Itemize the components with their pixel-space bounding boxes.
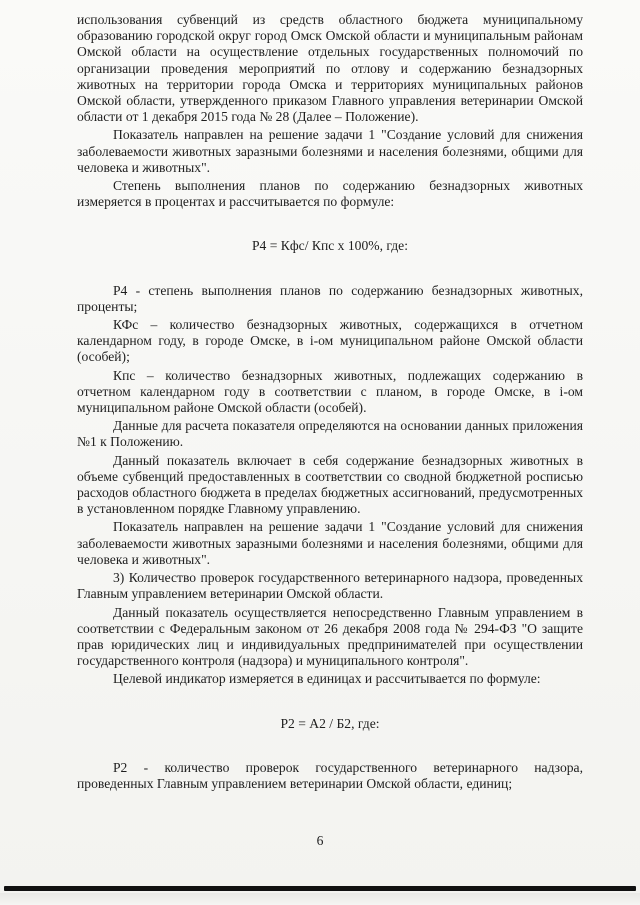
paragraph: Кпс – количество безнадзорных животных, подлежащих содержанию в отчетном календарном году в соответствии с планом, в городе Омске, в i-ом муниципальном районе Омской области (особей). <box>77 367 583 416</box>
paragraph: Показатель направлен на решение задачи 1 "Создание условий для снижения заболеваемости животных заразными болезнями и населения болезнями, общими для человека и животных". <box>77 519 583 567</box>
paragraph: Показатель направлен на решение задачи 1 "Создание условий для снижения заболеваемости животных заразными болезнями и населения болезнями, общими для человека и животных". <box>77 127 583 175</box>
paragraph: 3) Количество проверок государственного ветеринарного надзора, проведенных Главным управлением ветеринарии Омской области. <box>77 570 583 602</box>
paragraph: КФс – количество безнадзорных животных, содержащихся в отчетном календарном году, в городе Омске, в i-ом муниципальном районе Омской области (особей); <box>77 317 583 365</box>
scan-border-line <box>4 886 636 891</box>
document-body <box>77 12 583 792</box>
paragraph: Р4 - степень выполнения планов по содержанию безнадзорных животных, проценты; <box>77 282 583 314</box>
scan-bottom-margin <box>0 893 640 905</box>
paragraph: Данный показатель включает в себя содержание безнадзорных животных в объеме субвенций предоставленных в соответствии со сводной бюджетной росписью расходов областного бюджета в пределах бюджетных ассигнований, предусмотренных в установленном порядке Главному управлению. <box>77 452 583 517</box>
paragraph: Степень выполнения планов по содержанию безнадзорных животных измеряется в процентах и рассчитывается по формуле: <box>77 178 583 210</box>
paragraph: Данный показатель осуществляется непосредственно Главным управлением в соответствии с Федеральным законом от 26 декабря 2008 года № 294-ФЗ "О защите прав юридических лиц и индивидуальных предпринимателей при осуществлении государственного контроля (надзора) и муниципального контроля". <box>77 604 583 669</box>
page-number: 6 <box>316 833 324 848</box>
paragraph: Целевой индикатор измеряется в единицах и рассчитывается по формуле: <box>113 671 541 687</box>
paragraph: использования субвенций из средств областного бюджета муниципальному образованию городской округ город Омск Омской области и муниципальным районам Омской области на осуществление отдельных государственных полномочий по организации проведения мероприятий по отлову и содержанию безнадзорных животных на территории города Омска и территориях муниципальных районов Омской области, утвержденного приказом Главного управления ветеринарии Омской области от 1 декабря 2015 года № 28 (Далее – Положение). <box>77 12 583 125</box>
paragraph: Данные для расчета показателя определяются на основании данных приложения №1 к Положению. <box>77 418 583 450</box>
formula: Р2 = А2 / Б2, где: <box>280 715 380 731</box>
paragraph: Р2 - количество проверок государственного ветеринарного надзора, проведенных Главным управлением ветеринарии Омской области, единиц; <box>77 759 583 791</box>
formula: Р4 = Кфс/ Кпс х 100%, где: <box>251 238 408 254</box>
